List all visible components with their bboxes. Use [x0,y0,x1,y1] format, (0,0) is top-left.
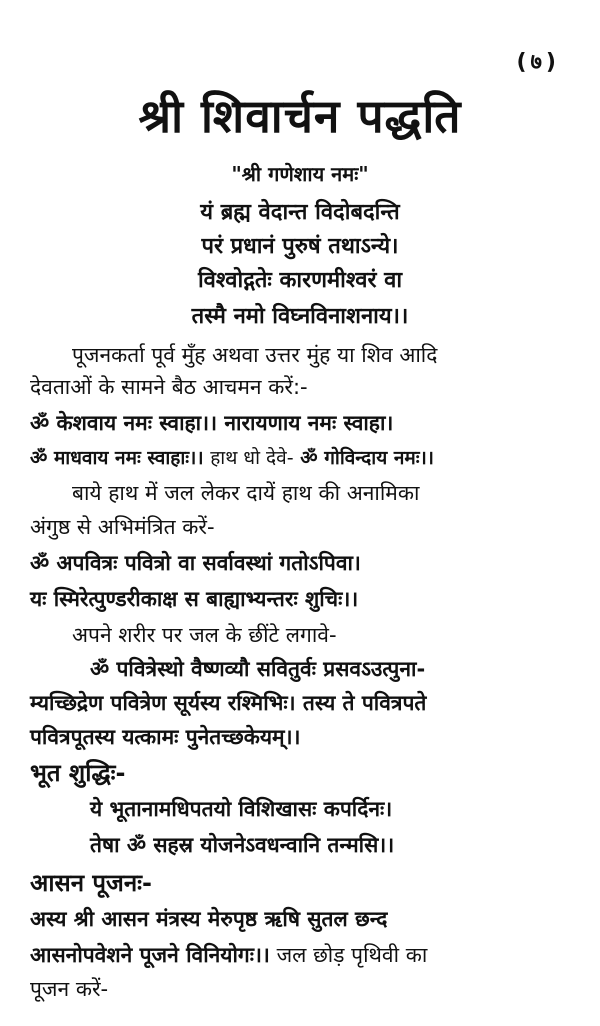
verse-line: विश्वोद्गतेः कारणमीश्वरं वा [197,268,403,293]
instruction-text: पूजन करें- [30,977,109,1001]
mantra-fragment: ॐ गोविन्दाय नमः।। [300,447,434,469]
section-heading-asan-pujan: आसन पूजनः- [30,869,152,897]
mantra-line: ये भूतानामधिपतयो विशिखासः कपर्दिनः। [90,797,393,821]
section-heading-bhoot-shuddhi: भूत शुद्धिः- [30,759,126,787]
mantra-line: पवित्रपूतस्य यत्कामः पुनेतच्छकेयम्।। [30,725,301,749]
instruction-text: देवताओं के सामने बैठ आचमन करें:- [30,375,308,399]
instruction-text: अपने शरीर पर जल के छींटे लगावे- [72,623,337,647]
verse-line: परं प्रधानं पुरुषं तथाऽन्ये। [201,234,399,259]
mantra-line: म्यच्छिद्रेण पवित्रेण सूर्यस्य रश्मिभिः। तस्य ते पवित्रपते [30,691,427,715]
mantra-fragment: ॐ माधवाय नमः स्वाहाः।। [30,447,204,469]
invocation-line: "श्री गणेशाय नमः" [231,162,369,186]
verse-line: तस्मै नमो विघ्नविनाशनाय।। [191,304,409,329]
mantra-line: यः स्मिरेत्पुण्डरीकाक्ष स बाह्याभ्यन्तरः शुचिः।। [30,587,359,611]
mantra-fragment: आसनोपवेशने पूजने विनियोगः।। [30,943,270,967]
mantra-line: तेषा ॐ सहस्र योजनेऽवधन्वानि तन्मसि।। [90,833,395,857]
instruction-text: पूजनकर्ता पूर्व मुँह अथवा उत्तर मुंह या शिव आदि [72,343,438,367]
page-title: श्री शिवार्चन पद्धति [138,89,462,143]
mantra-line: अस्य श्री आसन मंत्रस्य मेरुपृष्ठ ऋषि सुतल छन्द [30,907,388,931]
mantra-line: ॐ अपवित्रः पवित्रो वा सर्वावस्थां गतोऽपिवा। [30,551,361,575]
instruction-text: बाये हाथ में जल लेकर दायें हाथ की अनामिका [72,481,420,505]
verse-line: यं ब्रह्म वेदान्त विदोबदन्ति [200,200,400,225]
mantra-line: ॐ केशवाय नमः स्वाहा।। नारायणाय नमः स्वाहा। [30,411,394,435]
instruction-fragment: जल छोड़ पृथिवी का [276,943,428,967]
page-number: (७) [516,50,560,75]
mantra-line-mixed [30,442,590,473]
instruction-fragment: हाथ धो देवे- [210,447,294,469]
instruction-text: अंगुष्ठ से अभिमंत्रित करें- [30,515,215,539]
mantra-line: ॐ पवित्रेस्थो वैष्णव्यौ सवितुर्वः प्रसवऽउत्पुना- [90,657,426,681]
mantra-line-mixed [30,940,595,970]
